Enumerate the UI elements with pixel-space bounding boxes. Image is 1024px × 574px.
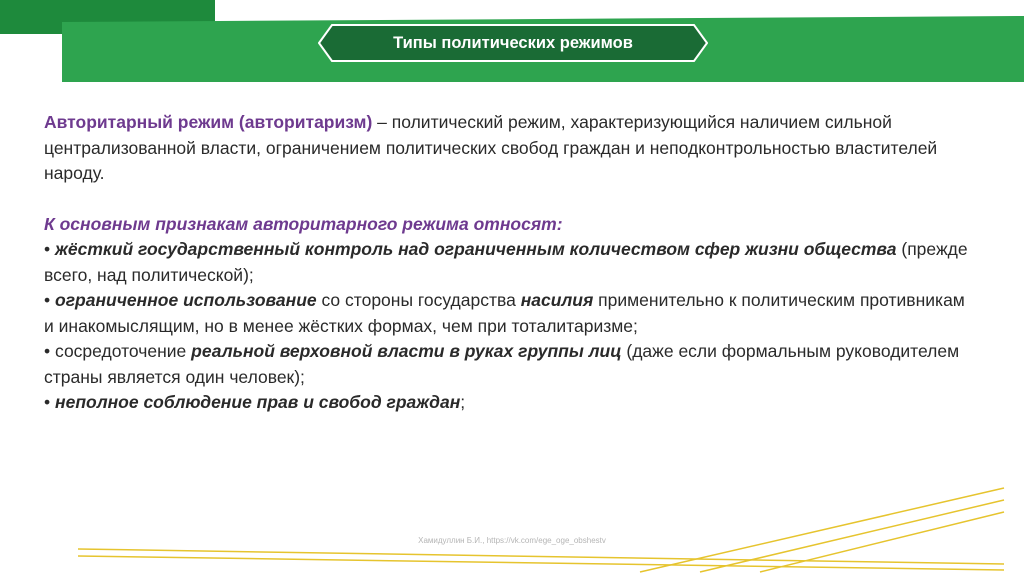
definition-term: Авторитарный режим (авторитаризм) xyxy=(44,112,373,132)
bullet: • xyxy=(44,239,51,259)
page-title: Типы политических режимов xyxy=(393,34,633,52)
definition-text: – политический режим, характеризующийся наличием сильной централизованной власти, ограничением политических свобод граждан и неподконтрольностью властителей народу. xyxy=(44,112,938,183)
features-heading: К основным признакам авторитарного режима относят: xyxy=(44,213,563,234)
gold-line-horizontal-2 xyxy=(78,556,1004,570)
feature-1-bold: жёсткий государственный контроль над ограниченным количеством сфер жизни общества xyxy=(55,239,897,259)
gold-line-diagonal-1 xyxy=(640,488,1004,572)
feature-4-rest: ; xyxy=(460,392,466,412)
bullet: • xyxy=(44,341,51,361)
bullet: • xyxy=(44,392,51,412)
feature-2-bold-1: ограниченное использование xyxy=(55,290,317,310)
feature-2-mid: со стороны государства xyxy=(316,290,521,310)
gold-line-horizontal-1 xyxy=(78,549,1004,564)
feature-4-bold: неполное соблюдение прав и свобод граждан xyxy=(55,392,461,412)
feature-2-rest: применительно к политическим противникам и инакомыслящим, но в менее жёстких формах, чем при тоталитаризме; xyxy=(44,290,965,336)
feature-1-rest: (прежде всего, над политической); xyxy=(44,239,968,285)
feature-3-rest: (даже если формальным руководителем страны является один человек); xyxy=(44,341,960,387)
feature-2-bold-2: насилия xyxy=(520,290,594,310)
feature-3-bold: реальной верховной власти в руках группы лиц xyxy=(191,341,622,361)
bullet: • xyxy=(44,290,51,310)
footer-credit: Хамидуллин Б.И., https://vk.com/ege_oge_obshestv xyxy=(418,536,606,545)
feature-3-pre: сосредоточение xyxy=(50,341,192,361)
